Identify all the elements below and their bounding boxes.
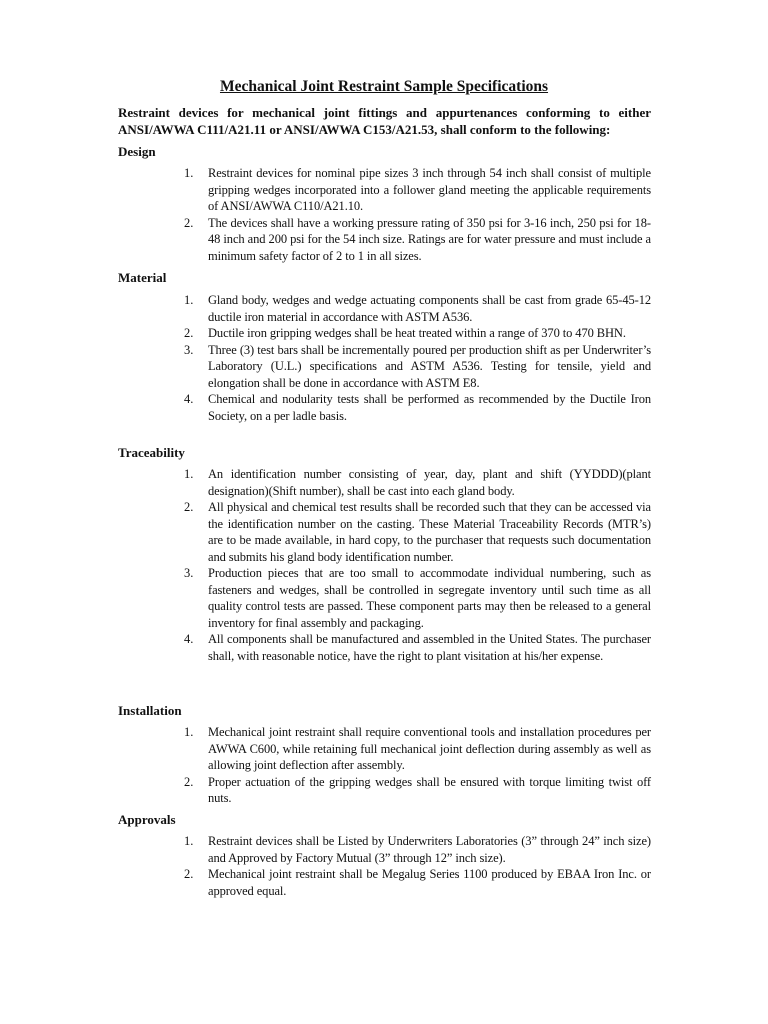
list-item	[0, 833, 768, 866]
design-list	[0, 165, 768, 264]
list-item-number: 4.	[184, 632, 194, 646]
list-item-text: Chemical and nodularity tests shall be performed as recommended by the Ductile Iron Society, on a per ladle basis.	[208, 392, 651, 423]
list-item-number: 1.	[184, 467, 194, 481]
list-item-text: Production pieces that are too small to accommodate individual numbering, such as fasteners and wedges, shall be controlled in segregate inventory until such time as all quality control tests are passed. These component parts may then be released to a general inventory for final assembly and packaging.	[208, 566, 651, 630]
section-heading-design: Design	[118, 144, 156, 159]
list-item	[0, 215, 768, 265]
list-item-number: 3.	[184, 566, 194, 580]
list-item-number: 1.	[184, 725, 194, 739]
list-item-text: All components shall be manufactured and assembled in the United States. The purchaser shall, with reasonable notice, have the right to plant visitation at his/her expense.	[208, 632, 651, 663]
list-item-text: Proper actuation of the gripping wedges shall be ensured with torque limiting twist off nuts.	[208, 774, 651, 805]
list-item-number: 1.	[184, 293, 194, 307]
list-item	[0, 165, 768, 215]
section-heading-traceability: Traceability	[118, 445, 185, 460]
approvals-list	[0, 833, 768, 899]
section-heading-material: Material	[118, 270, 167, 285]
section-heading-approvals: Approvals	[118, 812, 176, 827]
intro-paragraph: Restraint devices for mechanical joint fittings and appurtenances conforming to either ANSI/AWWA C111/A21.11 or ANSI/AWWA C153/A21.53, shall conform to the following:	[118, 105, 651, 137]
list-item	[0, 565, 768, 631]
list-item-text: All physical and chemical test results shall be recorded such that they can be accessed via the identification number on the casting. These Material Traceability Records (MTR’s) are to be made available, in hard copy, to the purchaser that requests such documentation and submits his gland body identification number.	[208, 500, 651, 564]
list-item	[0, 631, 768, 664]
list-item	[0, 391, 768, 424]
list-item-text: Ductile iron gripping wedges shall be heat treated within a range of 370 to 470 BHN.	[208, 326, 626, 340]
section-heading-installation: Installation	[118, 703, 182, 718]
list-item-number: 2.	[184, 867, 194, 881]
list-item-text: Gland body, wedges and wedge actuating components shall be cast from grade 65-45-12 ductile iron material in accordance with ASTM A536.	[208, 293, 651, 324]
list-item-number: 2.	[184, 774, 194, 789]
list-item-number: 3.	[184, 342, 194, 357]
list-item-number: 1.	[184, 166, 194, 180]
list-item	[0, 342, 768, 392]
list-item-text: An identification number consisting of year, day, plant and shift (YYDDD)(plant designation)(Shift number), shall be cast into each gland body.	[208, 467, 651, 498]
list-item-number: 1.	[184, 834, 194, 848]
list-item-text: Restraint devices shall be Listed by Underwriters Laboratories (3” through 24” inch size) and Approved by Factory Mutual (3” through 12” inch size).	[208, 834, 651, 865]
document-title: Mechanical Joint Restraint Sample Specifications	[219, 78, 549, 95]
list-item	[0, 499, 768, 565]
list-item-number: 2.	[184, 326, 194, 340]
list-item-text: Restraint devices for nominal pipe sizes 3 inch through 54 inch shall consist of multiple gripping wedges incorporated into a follower gland meeting the applicable requirements of ANSI/AWWA C110/A21.10.	[208, 166, 651, 213]
list-item-text: The devices shall have a working pressure rating of 350 psi for 3-16 inch, 250 psi for 18-48 inch and 200 psi for the 54 inch size. Ratings are for water pressure and must include a minimum safety factor of 2 to 1 in all sizes.	[208, 215, 651, 263]
list-item-number: 2.	[184, 500, 194, 514]
traceability-list	[0, 466, 768, 664]
list-item-text: Mechanical joint restraint shall be Megalug Series 1100 produced by EBAA Iron Inc. or approved equal.	[208, 867, 651, 898]
list-item-text: Mechanical joint restraint shall require conventional tools and installation procedures per AWWA C600, while retaining full mechanical joint deflection during assembly as well as allowing joint deflection after assembly.	[208, 725, 651, 772]
list-item	[0, 724, 768, 774]
list-item-number: 2.	[184, 215, 194, 230]
list-item	[0, 466, 768, 499]
list-item	[0, 774, 768, 807]
installation-list	[0, 724, 768, 807]
list-item	[0, 292, 768, 325]
list-item	[0, 866, 768, 899]
list-item	[0, 325, 768, 342]
material-list	[0, 292, 768, 424]
list-item-number: 4.	[184, 392, 194, 406]
list-item-text: Three (3) test bars shall be incrementally poured per production shift as per Underwriter’s Laboratory (U.L.) specifications and ASTM A536. Testing for tensile, yield and elongation shall be done in accordance with ASTM E8.	[208, 342, 651, 390]
